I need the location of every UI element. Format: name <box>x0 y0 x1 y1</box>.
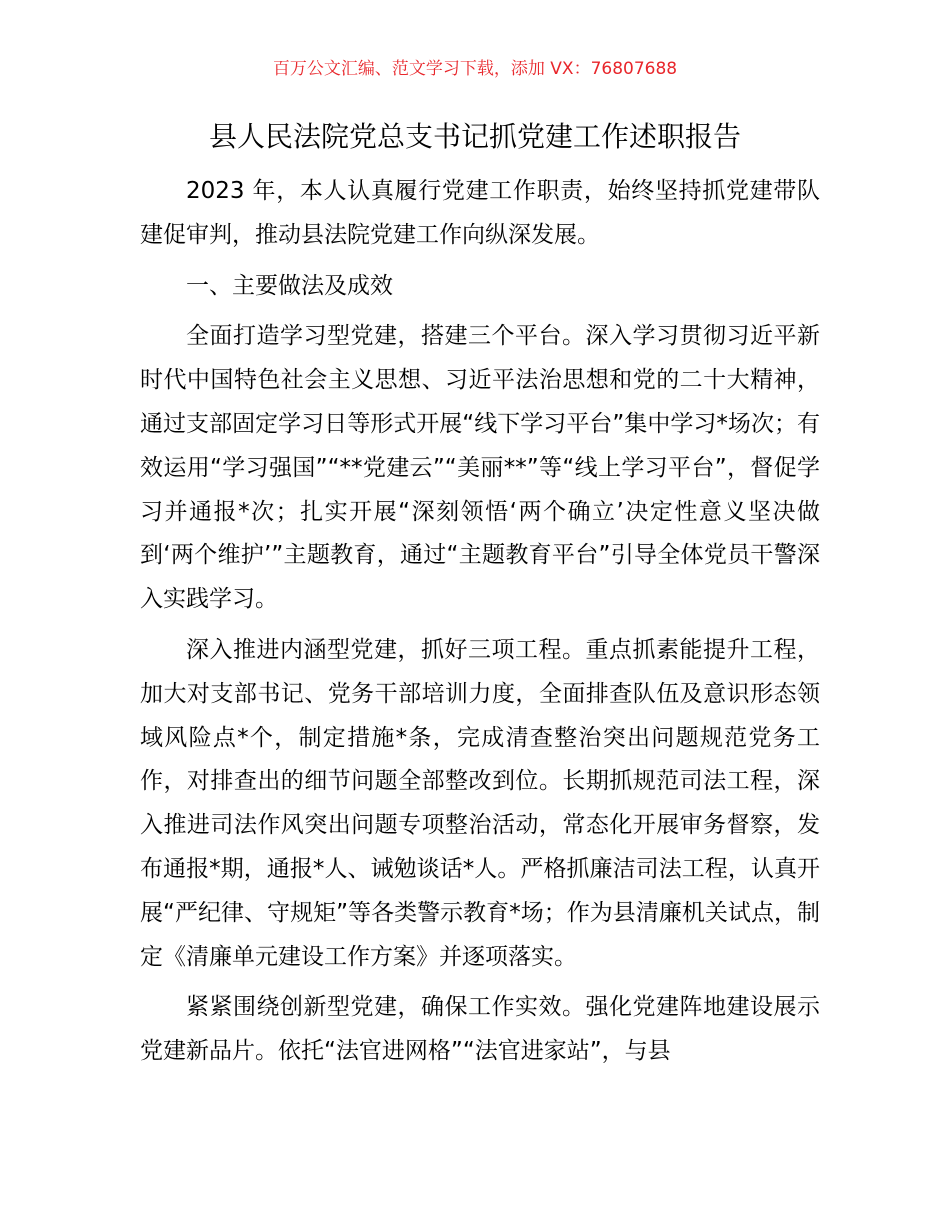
paragraph-three-projects: 深入推进内涵型党建，抓好三项工程。重点抓素能提升工程，加大对支部书记、党务干部培训力度，全面排查队伍及意识形态领域风险点*个，制定措施*条，完成清查整治突出问题规范党务工作，对排查出的细节问题全部整改到位。长期抓规范司法工程，深入推进司法作风突出问题专项整治活动，常态化开展审务督察，发布通报*期，通报*人、诫勉谈话*人。严格抓廉洁司法工程，认真开展“严纪律、守规矩”等各类警示教育*场；作为县清廉机关试点，制定《清廉单元建设工作方案》并逐项落实。 <box>140 636 820 970</box>
paragraph-learning-platforms: 全面打造学习型党建，搭建三个平台。深入学习贯彻习近平新时代中国特色社会主义思想、习近平法治思想和党的二十大精神，通过支部固定学习日等形式开展“线下学习平台”集中学习*场次；有效运用“学习强国”“**党建云”“美丽**”等“线上学习平台”，督促学习并通报*次；扎实开展“深刻领悟‘两个确立’决定性意义坚决做到‘两个维护’”主题教育，通过“主题教育平台”引导全体党员干警深入实践学习。 <box>140 323 820 613</box>
document-body <box>140 170 820 1074</box>
paragraph-intro: 2023 年，本人认真履行党建工作职责，始终坚持抓党建带队建促审判，推动县法院党建工作向纵深发展。 <box>140 178 820 248</box>
section-heading: 一、主要做法及成效 <box>186 272 393 299</box>
watermark-header: 百万公文汇编、范文学习下载，添加 VX：76807688 <box>272 59 678 79</box>
paragraph-innovation: 紧紧围绕创新型党建，确保工作实效。强化党建阵地建设展示党建新品片。依托“法官进网格”“法官进家站”，与县 <box>140 994 820 1065</box>
document-title: 县人民法院党总支书记抓党建工作述职报告 <box>208 120 741 153</box>
